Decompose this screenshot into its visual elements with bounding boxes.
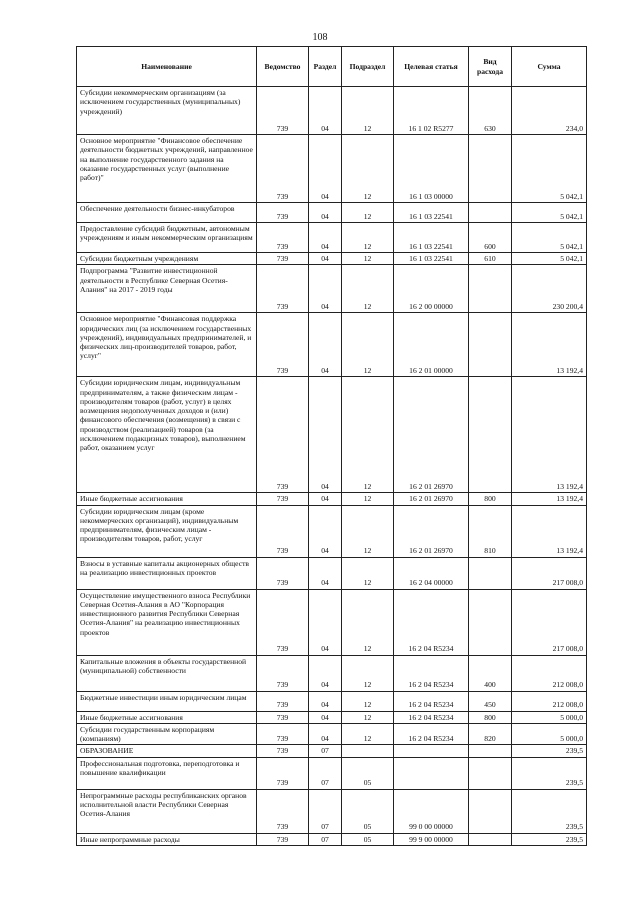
- row-podrazdel: [342, 745, 394, 757]
- table-row: [77, 493, 587, 505]
- row-statya: 16 2 04 R5234: [394, 691, 469, 711]
- row-vid: 600: [469, 223, 512, 253]
- row-statya: 16 1 03 22541: [394, 223, 469, 253]
- row-podrazdel: 05: [342, 757, 394, 789]
- row-statya: 16 2 01 00000: [394, 313, 469, 377]
- table-row: [77, 203, 587, 223]
- row-razdel: 04: [309, 691, 342, 711]
- row-statya: 16 2 01 26970: [394, 505, 469, 557]
- table-row: [77, 691, 587, 711]
- row-razdel: 04: [309, 505, 342, 557]
- row-summa: 217 008,0: [512, 589, 587, 655]
- row-summa: 5 000,0: [512, 711, 587, 723]
- row-podrazdel: 12: [342, 691, 394, 711]
- table-row: [77, 87, 587, 135]
- row-razdel: 04: [309, 203, 342, 223]
- row-ved: 739: [257, 833, 309, 845]
- row-razdel: 04: [309, 655, 342, 691]
- row-vid: 820: [469, 723, 512, 745]
- row-ved: 739: [257, 655, 309, 691]
- row-name: Взносы в уставные капиталы акционерных обществ на реализацию инвестиционных проектов: [77, 557, 257, 589]
- header-razdel: Раздел: [309, 47, 342, 87]
- row-statya: 16 2 04 R5234: [394, 711, 469, 723]
- row-podrazdel: 12: [342, 203, 394, 223]
- row-razdel: 04: [309, 377, 342, 493]
- row-ved: 739: [257, 203, 309, 223]
- row-statya: 16 1 02 R5277: [394, 87, 469, 135]
- row-name: Бюджетные инвестиции иным юридическим лицам: [77, 691, 257, 711]
- row-summa: 5 042,1: [512, 223, 587, 253]
- row-podrazdel: 12: [342, 711, 394, 723]
- row-name: Капитальные вложения в объекты государственной (муниципальной) собственности: [77, 655, 257, 691]
- row-summa: 239,5: [512, 745, 587, 757]
- row-name: Обеспечение деятельности бизнес-инкубаторов: [77, 203, 257, 223]
- row-podrazdel: 12: [342, 493, 394, 505]
- page-number: 108: [312, 32, 328, 43]
- table-row: [77, 655, 587, 691]
- table-row: [77, 253, 587, 265]
- row-statya: 99 0 00 00000: [394, 789, 469, 833]
- row-razdel: 07: [309, 833, 342, 845]
- row-razdel: 04: [309, 87, 342, 135]
- row-ved: 739: [257, 557, 309, 589]
- row-summa: 239,5: [512, 757, 587, 789]
- row-vid: [469, 203, 512, 223]
- row-name: Субсидии юридическим лицам, индивидуальным предпринимателям, а также физическим лицам - производителям товаров (работ, услуг) в целях возмещения недополученных доходов и (или) финансового обеспечения (возмещения) в связи с производством (реализацией) товаров (за исключением подакцизных товаров), выполнением работ, оказанием услуг: [77, 377, 257, 493]
- row-summa: 5 042,1: [512, 135, 587, 203]
- row-podrazdel: 12: [342, 505, 394, 557]
- header-ved: Ведомство: [257, 47, 309, 87]
- row-summa: 13 192,4: [512, 493, 587, 505]
- row-vid: [469, 833, 512, 845]
- row-statya: 16 1 03 22541: [394, 253, 469, 265]
- row-podrazdel: 12: [342, 589, 394, 655]
- row-podrazdel: 05: [342, 789, 394, 833]
- row-ved: 739: [257, 711, 309, 723]
- row-statya: 16 2 01 26970: [394, 377, 469, 493]
- table-row: [77, 223, 587, 253]
- row-name: Субсидии бюджетным учреждениям: [77, 253, 257, 265]
- row-ved: 739: [257, 691, 309, 711]
- row-name: Профессиональная подготовка, переподготовка и повышение квалификации: [77, 757, 257, 789]
- row-name: Субсидии государственным корпорациям (компаниям): [77, 723, 257, 745]
- row-vid: [469, 589, 512, 655]
- row-podrazdel: 12: [342, 377, 394, 493]
- row-vid: 450: [469, 691, 512, 711]
- row-name: Иные непрограммные расходы: [77, 833, 257, 845]
- row-statya: 16 2 04 R5234: [394, 589, 469, 655]
- header-statya: Целевая статья: [394, 47, 469, 87]
- row-podrazdel: 12: [342, 135, 394, 203]
- row-summa: 5 042,1: [512, 203, 587, 223]
- table-row: [77, 833, 587, 845]
- table-row: [77, 757, 587, 789]
- row-ved: 739: [257, 377, 309, 493]
- row-statya: [394, 757, 469, 789]
- table-header-row: [77, 47, 587, 87]
- row-vid: [469, 557, 512, 589]
- row-statya: 99 9 00 00000: [394, 833, 469, 845]
- row-statya: 16 2 04 R5234: [394, 723, 469, 745]
- row-ved: 739: [257, 589, 309, 655]
- row-vid: [469, 377, 512, 493]
- row-ved: 739: [257, 757, 309, 789]
- row-razdel: 04: [309, 723, 342, 745]
- row-ved: 739: [257, 223, 309, 253]
- row-ved: 739: [257, 253, 309, 265]
- row-podrazdel: 12: [342, 723, 394, 745]
- row-statya: 16 1 03 22541: [394, 203, 469, 223]
- row-razdel: 07: [309, 745, 342, 757]
- row-name: Субсидии юридическим лицам (кроме некоммерческих организаций), индивидуальным предпринимателям, физическим лицам - производителям товаров, работ, услуг: [77, 505, 257, 557]
- row-summa: 212 008,0: [512, 655, 587, 691]
- row-podrazdel: 12: [342, 265, 394, 313]
- row-name: Подпрограмма "Развитие инвестиционной деятельности в Республике Северная Осетия-Алания" на 2017 - 2019 годы: [77, 265, 257, 313]
- row-ved: 739: [257, 505, 309, 557]
- row-name: Предоставление субсидий бюджетным, автономным учреждениям и иным некоммерческим организациям: [77, 223, 257, 253]
- row-vid: [469, 789, 512, 833]
- row-summa: 230 200,4: [512, 265, 587, 313]
- row-vid: [469, 313, 512, 377]
- row-summa: 239,5: [512, 789, 587, 833]
- row-statya: 16 2 00 00000: [394, 265, 469, 313]
- row-vid: [469, 135, 512, 203]
- row-podrazdel: 12: [342, 223, 394, 253]
- row-ved: 739: [257, 87, 309, 135]
- row-statya: [394, 745, 469, 757]
- row-razdel: 04: [309, 557, 342, 589]
- row-summa: 217 008,0: [512, 557, 587, 589]
- table-row: [77, 377, 587, 493]
- row-razdel: 04: [309, 589, 342, 655]
- header-podrazdel: Подраздел: [342, 47, 394, 87]
- row-podrazdel: 12: [342, 313, 394, 377]
- row-name: Осуществление имущественного взноса Республики Северная Осетия-Алания в АО "Корпорация инвестиционного развития Республики Северная Осетия-Алания" на реализацию инвестиционных проектов: [77, 589, 257, 655]
- header-summa: Сумма: [512, 47, 587, 87]
- row-razdel: 04: [309, 711, 342, 723]
- row-vid: 610: [469, 253, 512, 265]
- row-statya: 16 1 03 00000: [394, 135, 469, 203]
- header-vid: Вид расхода: [469, 47, 512, 87]
- row-name: Иные бюджетные ассигнования: [77, 493, 257, 505]
- row-summa: 212 008,0: [512, 691, 587, 711]
- row-podrazdel: 12: [342, 253, 394, 265]
- row-vid: 800: [469, 711, 512, 723]
- row-podrazdel: 12: [342, 87, 394, 135]
- row-ved: 739: [257, 745, 309, 757]
- row-name: Иные бюджетные ассигнования: [77, 711, 257, 723]
- row-vid: [469, 265, 512, 313]
- row-summa: 13 192,4: [512, 313, 587, 377]
- row-name: Основное мероприятие "Финансовое обеспечение деятельности бюджетных учреждений, направленное на выполнение государственного задания на оказание государственных услуг (выполнение работ)": [77, 135, 257, 203]
- row-name: Непрограммные расходы республиканских органов исполнительной власти Республики Северная Осетия-Алания: [77, 789, 257, 833]
- row-ved: 739: [257, 265, 309, 313]
- table-row: [77, 711, 587, 723]
- table-row: [77, 505, 587, 557]
- row-podrazdel: 12: [342, 557, 394, 589]
- row-name: Основное мероприятие "Финансовая поддержка юридических лиц (за исключением государственных учреждений), индивидуальных предпринимателей, и физических лиц-производителей товаров, работ, услуг": [77, 313, 257, 377]
- table-row: [77, 313, 587, 377]
- row-razdel: 04: [309, 493, 342, 505]
- row-razdel: 04: [309, 313, 342, 377]
- row-razdel: 04: [309, 135, 342, 203]
- row-statya: 16 2 04 R5234: [394, 655, 469, 691]
- budget-table: [76, 46, 587, 846]
- row-statya: 16 2 04 00000: [394, 557, 469, 589]
- row-summa: 5 042,1: [512, 253, 587, 265]
- table-row: [77, 745, 587, 757]
- row-podrazdel: 05: [342, 833, 394, 845]
- table-row: [77, 589, 587, 655]
- row-ved: 739: [257, 135, 309, 203]
- row-summa: 239,5: [512, 833, 587, 845]
- row-vid: 800: [469, 493, 512, 505]
- row-razdel: 04: [309, 223, 342, 253]
- row-vid: [469, 757, 512, 789]
- row-name: Субсидии некоммерческим организациям (за исключением государственных (муниципальных) учреждений): [77, 87, 257, 135]
- row-ved: 739: [257, 493, 309, 505]
- table-row: [77, 135, 587, 203]
- row-summa: 5 000,0: [512, 723, 587, 745]
- row-razdel: 07: [309, 757, 342, 789]
- table-row: [77, 789, 587, 833]
- row-summa: 13 192,4: [512, 505, 587, 557]
- table-row: [77, 265, 587, 313]
- table-row: [77, 723, 587, 745]
- header-name: Наименование: [77, 47, 257, 87]
- row-podrazdel: 12: [342, 655, 394, 691]
- row-razdel: 04: [309, 265, 342, 313]
- table-row: [77, 557, 587, 589]
- row-vid: 400: [469, 655, 512, 691]
- row-razdel: 07: [309, 789, 342, 833]
- row-summa: 234,0: [512, 87, 587, 135]
- row-vid: 810: [469, 505, 512, 557]
- row-ved: 739: [257, 789, 309, 833]
- row-summa: 13 192,4: [512, 377, 587, 493]
- row-ved: 739: [257, 313, 309, 377]
- row-ved: 739: [257, 723, 309, 745]
- row-statya: 16 2 01 26970: [394, 493, 469, 505]
- row-vid: [469, 745, 512, 757]
- row-name: ОБРАЗОВАНИЕ: [77, 745, 257, 757]
- row-razdel: 04: [309, 253, 342, 265]
- row-vid: 630: [469, 87, 512, 135]
